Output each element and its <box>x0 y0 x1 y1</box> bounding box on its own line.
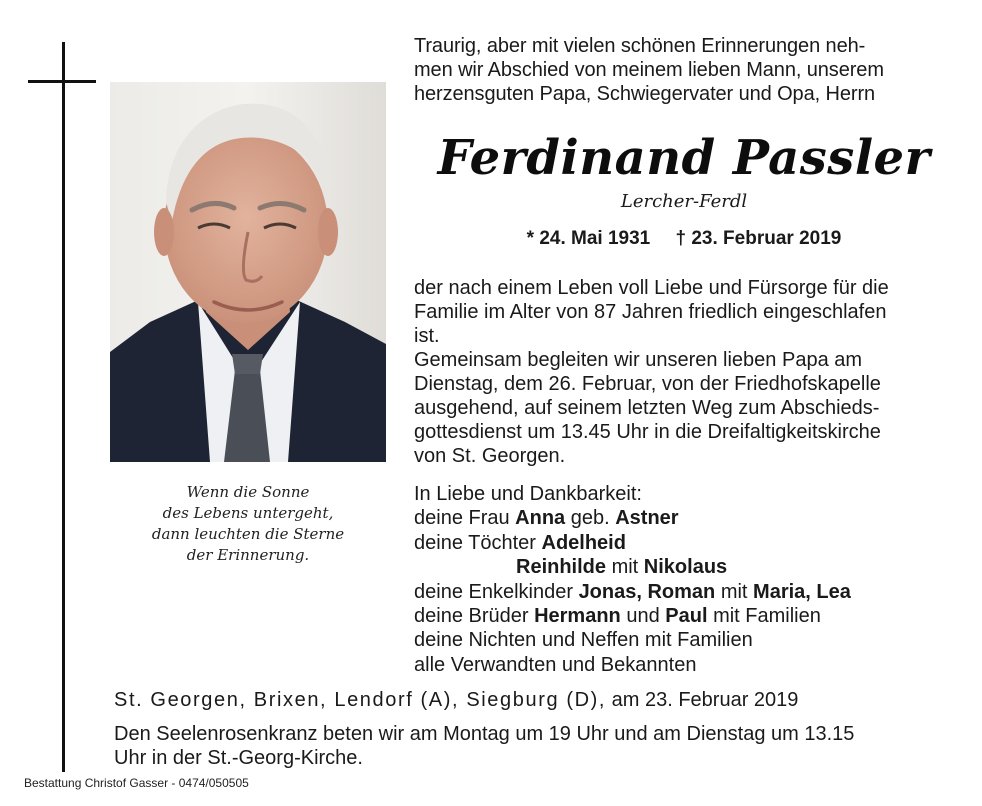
memorial-poem <box>110 482 386 566</box>
body-line: gottesdienst um 13.45 Uhr in die Dreifaltigkeitskirche <box>414 421 881 443</box>
poem-line: dann leuchten die Sterne <box>151 525 345 543</box>
mourner-daughter-2: Reinhilde mit Nikolaus <box>516 556 728 579</box>
birth-date: * 24. Mai 1931 <box>526 228 651 249</box>
body-line: ist. <box>414 325 440 347</box>
portrait-image <box>110 82 386 462</box>
undertaker-footer: Bestattung Christof Gasser - 0474/050505 <box>24 776 249 790</box>
body-line: Dienstag, dem 26. Februar, von der Friedhofskapelle <box>414 373 881 395</box>
body-line: ausgehend, auf seinem letzten Weg zum Abschieds- <box>414 397 880 419</box>
portrait-photo <box>110 82 386 462</box>
deceased-name: Ferdinand Passler <box>437 130 931 186</box>
mourner-wife: deine Frau Anna geb. Astner <box>414 507 679 530</box>
mourners-heading: In Liebe und Dankbarkeit: <box>414 483 642 505</box>
mourner-grandchildren: deine Enkelkinder Jonas, Roman mit Maria, Lea <box>414 580 851 603</box>
death-date: † 23. Februar 2019 <box>675 228 842 249</box>
body-line: von St. Georgen. <box>414 445 566 467</box>
cross-horizontal-bar <box>28 80 96 83</box>
place-and-date <box>114 688 954 712</box>
intro-text <box>414 34 954 106</box>
mourner-relatives: alle Verwandten und Bekannten <box>414 653 697 676</box>
poem-line: des Lebens untergeht, <box>162 504 334 522</box>
intro-line: herzensguten Papa, Schwiegervater und Opa, Herrn <box>414 83 876 105</box>
mourner-brothers: deine Brüder Hermann und Paul mit Familien <box>414 605 821 628</box>
places: St. Georgen, Brixen, Lendorf (A), Siegburg (D), <box>114 689 607 711</box>
body-line: Gemeinsam begleiten wir unseren lieben Papa am <box>414 349 863 371</box>
poem-line: Wenn die Sonne <box>186 483 310 501</box>
deceased-nickname: Lercher-Ferdl <box>620 191 748 212</box>
body-line: der nach einem Leben voll Liebe und Fürsorge für die <box>414 277 889 299</box>
rosary-line: Uhr in der St.-Georg-Kirche. <box>114 747 363 769</box>
mourner-nieces: deine Nichten und Neffen mit Familien <box>414 629 753 652</box>
rosary-info <box>114 722 959 770</box>
body-text <box>414 276 959 468</box>
cross-vertical-bar <box>62 42 65 772</box>
mourner-daughters: deine Töchter Adelheid <box>414 531 626 554</box>
mourners-list <box>414 482 959 677</box>
life-dates <box>414 226 954 252</box>
poem-line: der Erinnerung. <box>186 546 310 564</box>
intro-line: Traurig, aber mit vielen schönen Erinnerungen neh- <box>414 35 866 57</box>
rosary-line: Den Seelenrosenkranz beten wir am Montag um 19 Uhr und am Dienstag um 13.15 <box>114 723 855 745</box>
notice-date: am 23. Februar 2019 <box>606 689 799 711</box>
intro-line: men wir Abschied von meinem lieben Mann, unserem <box>414 59 884 81</box>
body-line: Familie im Alter von 87 Jahren friedlich eingeschlafen <box>414 301 887 323</box>
